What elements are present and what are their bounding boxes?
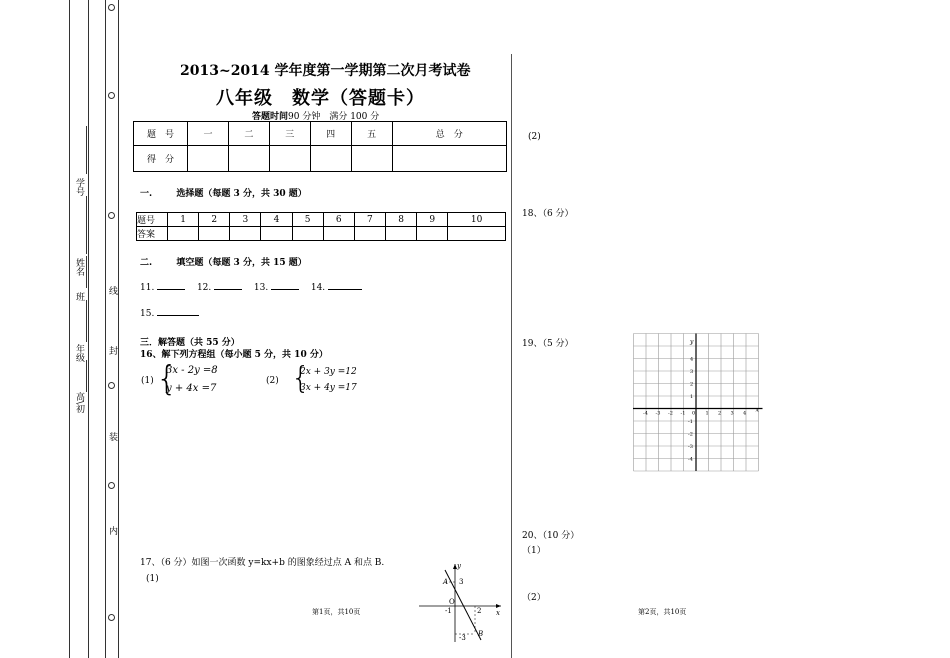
grid-x-tick: -2 <box>668 410 673 417</box>
grid-x-tick: -4 <box>643 410 648 417</box>
binding-dash-line-left <box>105 0 106 658</box>
time-info-label: 答题时间 <box>252 112 289 122</box>
grid-y-tick: 1 <box>690 394 694 400</box>
binding-inner-line <box>88 0 89 658</box>
staple-mark: 装 <box>107 432 117 441</box>
answer-cell[interactable] <box>323 227 354 241</box>
section1-text: 选择题（每题 3 分，共 30 题） <box>176 189 307 199</box>
q16-part2-label: (2) <box>266 376 279 386</box>
exam-title: 2013~2014 学年度第一学期第二次月考试卷 <box>180 63 471 79</box>
binding-dash-line-right <box>118 0 119 658</box>
score-cell[interactable] <box>188 146 229 172</box>
blank-label: 14. <box>310 283 326 293</box>
score-table <box>133 121 507 172</box>
score-col: 二 <box>228 122 269 146</box>
grid-x-tick: 4 <box>743 410 747 417</box>
brace-icon: { <box>156 359 178 399</box>
score-cell[interactable] <box>269 146 310 172</box>
grid-y-tick: -4 <box>688 456 693 463</box>
grid-origin-label: 0 <box>692 410 696 417</box>
score-cell[interactable] <box>351 146 392 172</box>
q19-heading: 19、（5 分） <box>522 339 574 349</box>
score-row-label: 得 分 <box>134 146 188 172</box>
q20-heading: 20、（10 分） <box>522 531 580 541</box>
tick-3-label: 3 <box>459 578 464 586</box>
class-blank[interactable] <box>86 256 87 288</box>
grade-label: 年级 <box>74 344 84 362</box>
grid-y-label: y <box>690 338 694 346</box>
grade-blank[interactable] <box>86 300 87 342</box>
blank-input[interactable] <box>157 315 199 316</box>
q16-p1-eq2: y + 4x =7 <box>166 383 217 394</box>
answer-cell[interactable] <box>230 227 261 241</box>
coordinate-grid-svg <box>633 333 767 472</box>
grid-y-tick: -2 <box>688 431 693 438</box>
q20-part1: （1） <box>522 546 546 556</box>
binding-outer-line <box>69 0 70 658</box>
graph-x-label: x <box>496 609 500 617</box>
answer-num: 5 <box>292 213 323 227</box>
answer-num: 8 <box>385 213 416 227</box>
q17-part1: (1) <box>146 574 159 584</box>
exam-subtitle: 八年级 数学（答题卡） <box>216 88 425 109</box>
answer-num: 2 <box>199 213 230 227</box>
page-divider <box>511 54 512 658</box>
q20-part2: （2） <box>522 593 546 603</box>
q16-p2-eq2: 3x + 4y =17 <box>300 383 357 393</box>
page2-footer: 第2页，共10页 <box>638 608 687 616</box>
q18-heading: 18、（6 分） <box>522 209 574 219</box>
tick-neg1-label: -1 <box>445 607 452 615</box>
id-label: 学号 <box>74 178 84 196</box>
score-head-label: 题 号 <box>134 122 188 146</box>
school-blank[interactable] <box>86 360 87 392</box>
answer-cell[interactable] <box>199 227 230 241</box>
blank-row-2 <box>140 309 199 319</box>
x-axis-arrow <box>496 604 501 608</box>
answer-num: 1 <box>168 213 199 227</box>
grid-x-tick: -3 <box>655 410 661 417</box>
binding-hole <box>108 4 115 11</box>
grid-y-tick: -3 <box>688 444 693 450</box>
score-col: 四 <box>310 122 351 146</box>
seal-mark-2: 封 <box>107 346 117 355</box>
answer-cell[interactable] <box>261 227 292 241</box>
answer-num-label: 题号 <box>137 213 168 227</box>
answer-cell[interactable] <box>385 227 416 241</box>
answer-cell[interactable] <box>292 227 323 241</box>
q16-heading: 16、解下列方程组（每小题 5 分，共 10 分） <box>140 350 328 360</box>
tick-2-label: 2 <box>477 607 482 615</box>
blank-input[interactable] <box>328 289 362 290</box>
blank-row-1 <box>140 283 362 293</box>
q17-part2: (2) <box>528 132 541 142</box>
section2-text: 填空题（每题 3 分，共 15 题） <box>176 258 307 268</box>
grid-y-tick: 3 <box>690 369 694 375</box>
blank-input[interactable] <box>157 289 185 290</box>
point-b-label: B <box>478 630 484 638</box>
blank-label: 13. <box>253 283 269 293</box>
grid-y-tick: -1 <box>688 419 693 425</box>
score-col: 一 <box>188 122 229 146</box>
graph-y-label: y <box>457 562 461 570</box>
score-cell[interactable] <box>310 146 351 172</box>
score-cell[interactable] <box>392 146 506 172</box>
q17-text: 17、（6 分）如图一次函数 y=kx+b 的图象经过点 A 和点 B. <box>140 558 385 568</box>
answer-num: 9 <box>417 213 448 227</box>
binding-hole <box>108 482 115 489</box>
score-col: 三 <box>269 122 310 146</box>
choice-answer-table <box>136 212 506 241</box>
q17-graph <box>415 560 505 644</box>
answer-row-label: 答案 <box>137 227 168 241</box>
grid-y-tick: 4 <box>690 356 694 363</box>
origin-label: O <box>449 598 455 606</box>
q16-p1-eq1: 3x - 2y =8 <box>166 365 218 376</box>
page1-footer: 第1页，共10页 <box>312 608 361 616</box>
grid-x-tick: 3 <box>730 410 734 417</box>
blank-label: 15. <box>140 309 155 319</box>
section1-num: 一. <box>140 189 153 199</box>
point-a-label: A <box>443 578 449 586</box>
q16-p2-eq1: 2x + 3y =12 <box>300 367 357 377</box>
name-blank[interactable] <box>86 196 87 254</box>
section2-num: 二. <box>140 258 153 268</box>
q16-part1-label: (1) <box>141 376 154 386</box>
blank-input[interactable] <box>214 289 242 290</box>
answer-cell[interactable] <box>168 227 199 241</box>
class-label: 班 <box>74 292 84 301</box>
grid-x-tick: 1 <box>705 410 709 417</box>
grid-x-label: x <box>755 406 759 414</box>
score-cell[interactable] <box>228 146 269 172</box>
grid-x-tick: 2 <box>718 410 722 417</box>
answer-num: 10 <box>448 213 506 227</box>
time-info-value: 90 分钟 满分 100 分 <box>288 112 380 122</box>
answer-cell[interactable] <box>417 227 448 241</box>
blank-label: 12. <box>196 283 212 293</box>
answer-num: 4 <box>261 213 292 227</box>
binding-hole <box>108 92 115 99</box>
section1-heading <box>140 186 307 199</box>
tick-neg3-label: -3 <box>459 634 466 642</box>
answer-cell[interactable] <box>448 227 506 241</box>
name-label: 姓名 <box>74 258 84 276</box>
blank-label: 11. <box>140 283 155 293</box>
seal-mark: 线 <box>107 286 117 295</box>
answer-num: 6 <box>323 213 354 227</box>
answer-cell[interactable] <box>354 227 385 241</box>
section2-heading <box>140 255 307 268</box>
binding-hole <box>108 382 115 389</box>
school-label: 高\初 <box>74 392 84 414</box>
brace-icon: { <box>291 361 311 396</box>
coordinate-grid[interactable] <box>633 333 767 472</box>
inner-mark: 内 <box>107 526 117 535</box>
id-blank[interactable] <box>86 126 87 174</box>
score-col: 总 分 <box>392 122 506 146</box>
answer-num: 7 <box>354 213 385 227</box>
binding-hole <box>108 212 115 219</box>
answer-num: 3 <box>230 213 261 227</box>
section3-heading: 三．解答题（共 55 分） <box>140 338 240 348</box>
grid-x-tick: -1 <box>680 410 686 417</box>
score-col: 五 <box>351 122 392 146</box>
binding-hole <box>108 614 115 621</box>
blank-input[interactable] <box>271 289 299 290</box>
grid-y-tick: 2 <box>690 381 694 388</box>
